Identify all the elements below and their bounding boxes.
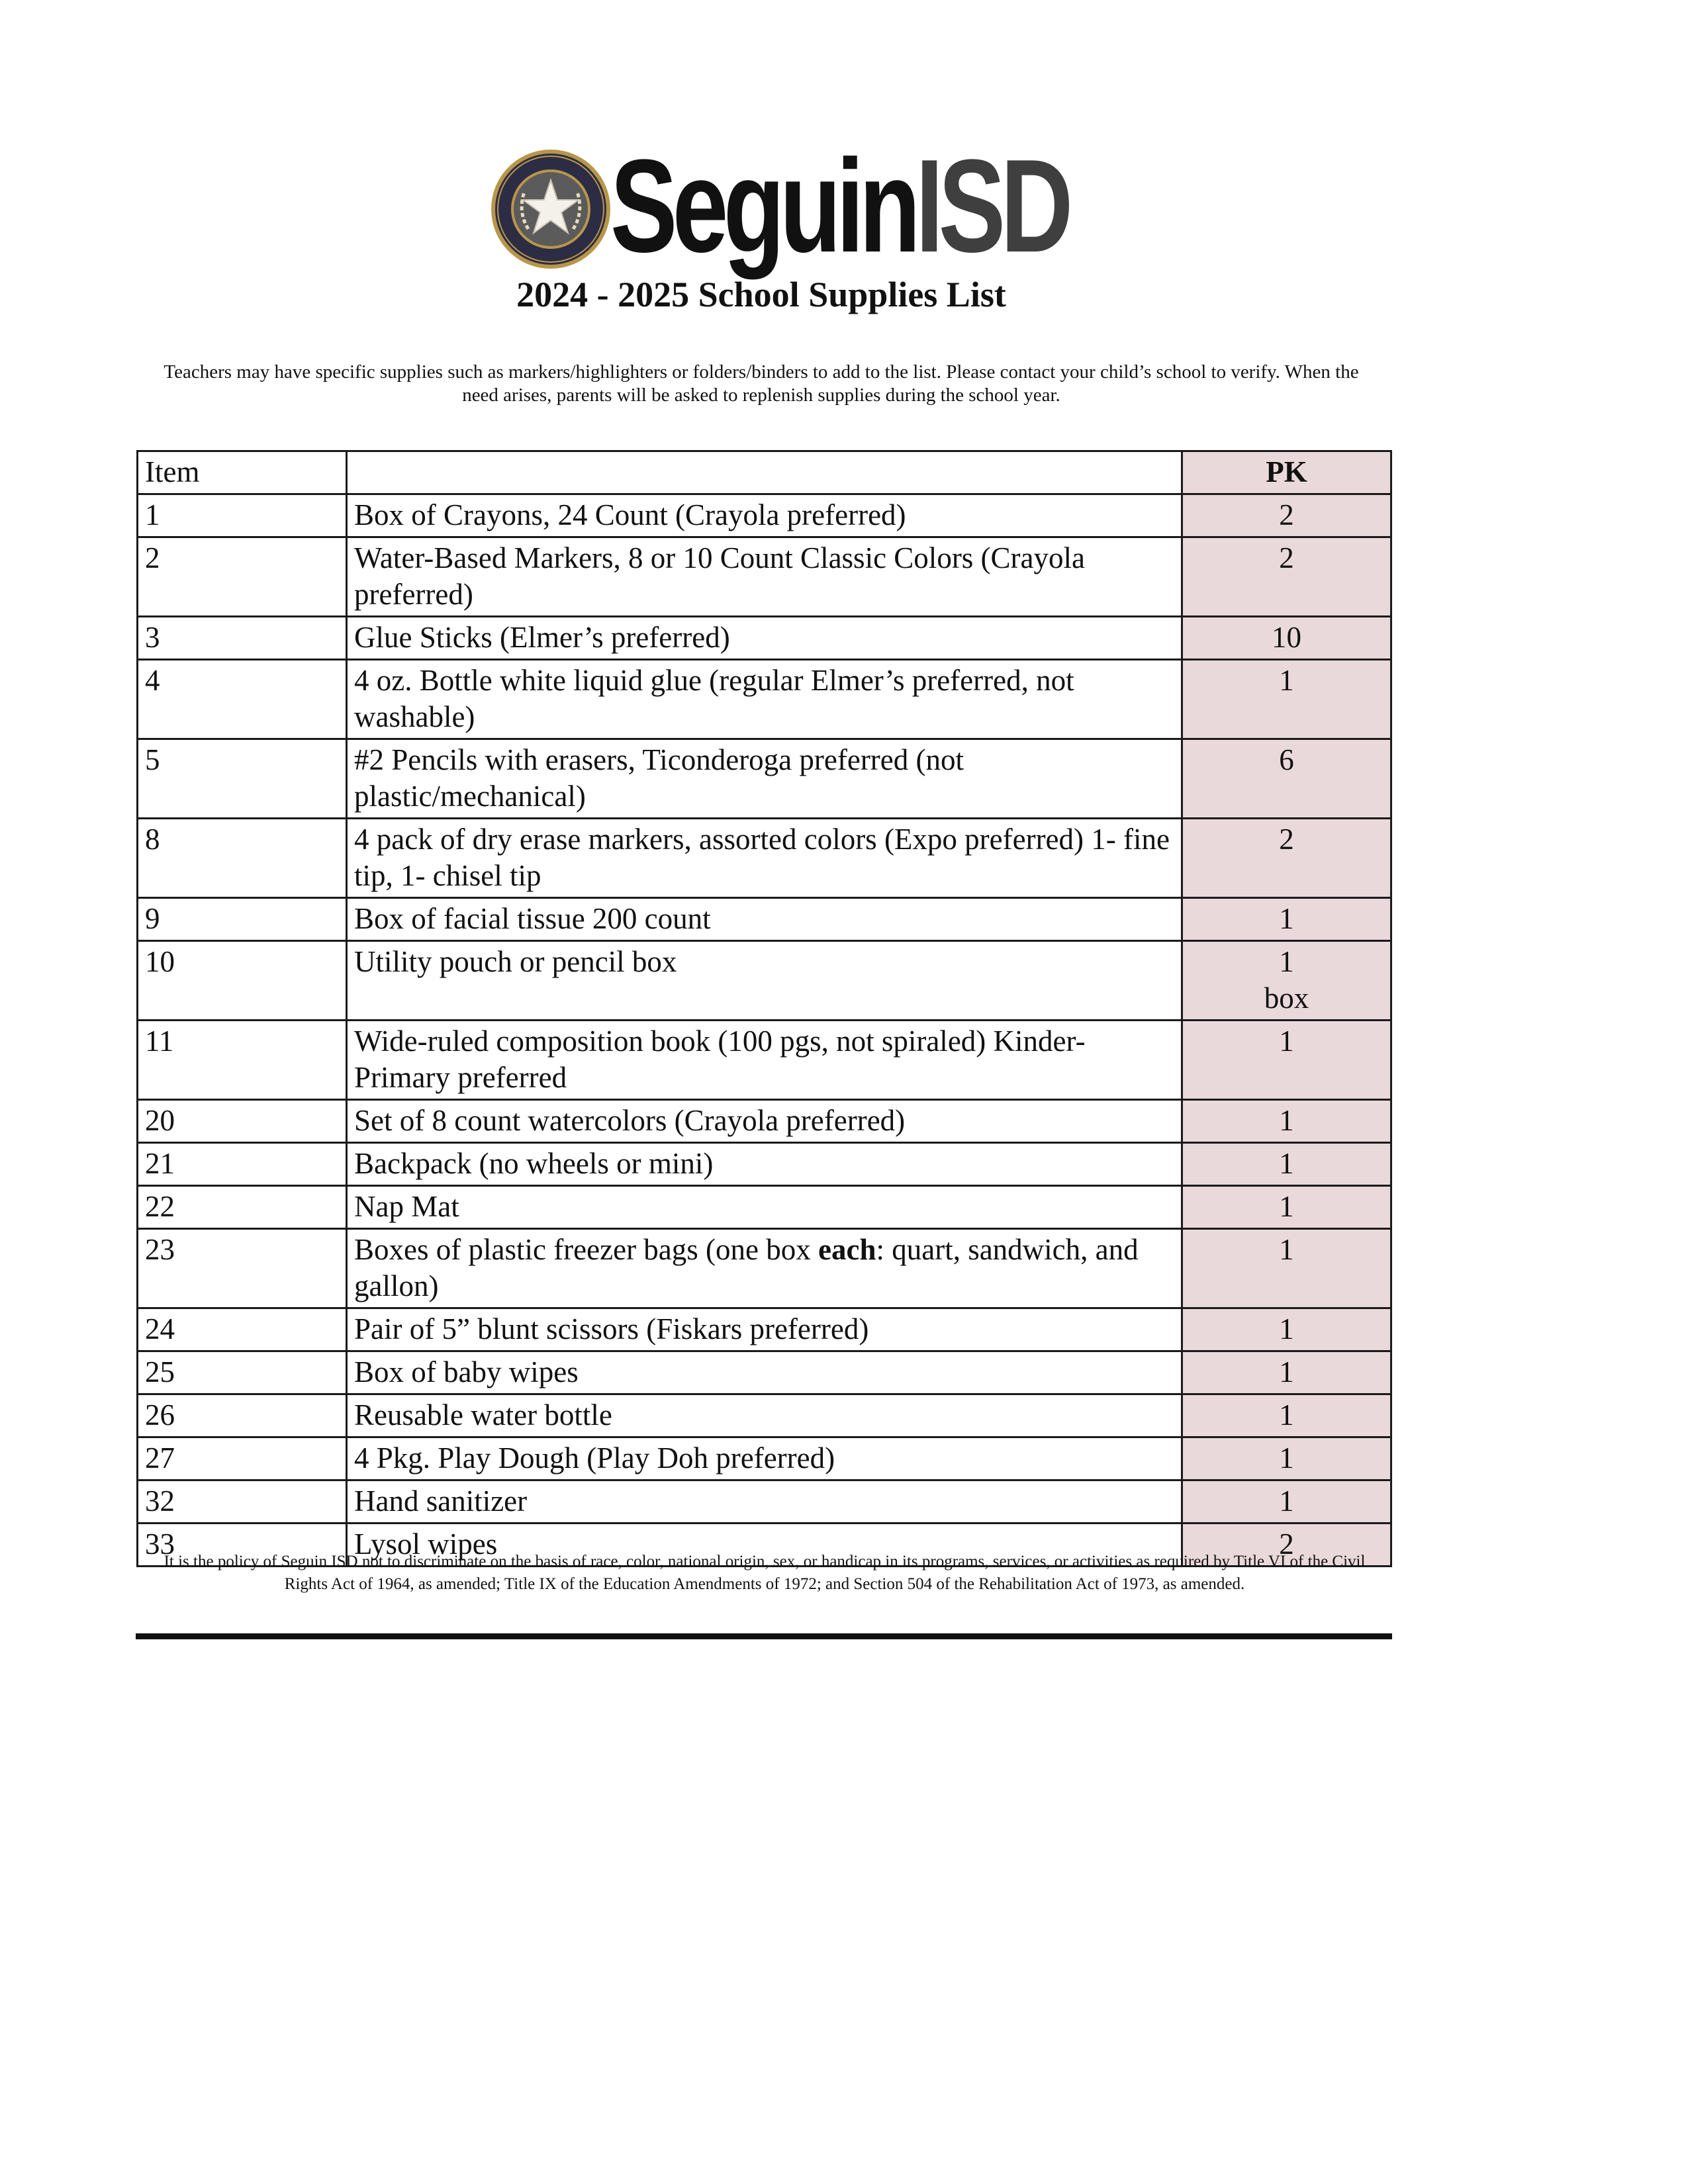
pk-quantity: 1 box xyxy=(1182,941,1391,1021)
table-row xyxy=(138,1308,1391,1351)
item-description: Backpack (no wheels or mini) xyxy=(347,1143,1182,1186)
table-row xyxy=(138,941,1391,1021)
item-description: Utility pouch or pencil box xyxy=(347,941,1182,1021)
table-row xyxy=(138,1394,1391,1437)
description-emphasis: each xyxy=(818,1233,876,1266)
item-number: 22 xyxy=(138,1186,347,1229)
pk-quantity: 6 xyxy=(1182,739,1391,819)
intro-note: Teachers may have specific supplies such as markers/highlighters or folders/binders to add to the list. Please contact your child’s school to verify. When the need arises, parents will be asked to replenish supplies during the school year. xyxy=(164,361,1359,406)
item-description: Box of Crayons, 24 Count (Crayola preferred) xyxy=(347,494,1182,537)
item-description: Glue Sticks (Elmer’s preferred) xyxy=(347,617,1182,660)
table-row xyxy=(138,660,1391,739)
item-description: Water-Based Markers, 8 or 10 Count Classic Colors (Crayola preferred) xyxy=(347,537,1182,617)
item-number: 9 xyxy=(138,898,347,941)
nondiscrimination-notice: It is the policy of Seguin ISD not to discriminate on the basis of race, color, national origin, sex, or handicap in its programs, services, or activities as required by Title VI of the Civil Rights Act of 1964, as amended; Title IX of the Education Amendments of 1972; and Section 504 of the Rehabilitation Act of 1973, as amended. xyxy=(164,1553,1366,1593)
page-title: 2024 - 2025 School Supplies List xyxy=(516,275,1006,314)
pk-quantity: 2 xyxy=(1182,1524,1391,1567)
item-description: Set of 8 count watercolors (Crayola preferred) xyxy=(347,1100,1182,1143)
pk-quantity: 1 xyxy=(1182,898,1391,941)
table-row xyxy=(138,1186,1391,1229)
item-number: 10 xyxy=(138,941,347,1021)
item-description: Lysol wipes xyxy=(347,1524,1182,1567)
item-number: 11 xyxy=(138,1021,347,1100)
item-number: 25 xyxy=(138,1351,347,1394)
item-number: 23 xyxy=(138,1229,347,1308)
district-logo xyxy=(490,132,1068,280)
column-header-item: Item xyxy=(138,451,347,494)
star-seal-icon xyxy=(490,148,612,270)
description-text: : quart, sandwich, and gallon) xyxy=(354,1233,1139,1302)
item-number: 3 xyxy=(138,617,347,660)
item-number: 21 xyxy=(138,1143,347,1186)
item-number: 26 xyxy=(138,1394,347,1437)
item-number: 20 xyxy=(138,1100,347,1143)
pk-quantity: 1 xyxy=(1182,1229,1391,1308)
table-row xyxy=(138,1480,1391,1524)
item-description: 4 Pkg. Play Dough (Play Doh preferred) xyxy=(347,1437,1182,1480)
item-description: Box of facial tissue 200 count xyxy=(347,898,1182,941)
pk-quantity: 1 xyxy=(1182,1100,1391,1143)
supplies-table xyxy=(136,450,1392,1567)
column-header-pk: PK xyxy=(1182,451,1391,494)
table-row xyxy=(138,1100,1391,1143)
item-description xyxy=(347,1229,1182,1308)
table-row xyxy=(138,1437,1391,1480)
description-text: Boxes of plastic freezer bags (one box xyxy=(354,1233,818,1266)
item-description: 4 pack of dry erase markers, assorted colors (Expo preferred) 1- fine tip, 1- chisel tip xyxy=(347,819,1182,898)
item-number: 8 xyxy=(138,819,347,898)
wordmark-accent: ISD xyxy=(915,132,1068,280)
table-header-row xyxy=(138,451,1391,494)
pk-quantity: 1 xyxy=(1182,1480,1391,1524)
table-row xyxy=(138,494,1391,537)
item-description: Pair of 5” blunt scissors (Fiskars preferred) xyxy=(347,1308,1182,1351)
item-number: 32 xyxy=(138,1480,347,1524)
pk-quantity: 1 xyxy=(1182,1351,1391,1394)
bottom-rule xyxy=(136,1633,1392,1639)
table-row xyxy=(138,617,1391,660)
table-row xyxy=(138,898,1391,941)
pk-quantity: 1 xyxy=(1182,660,1391,739)
table-row xyxy=(138,1143,1391,1186)
item-number: 5 xyxy=(138,739,347,819)
pk-quantity: 1 xyxy=(1182,1394,1391,1437)
item-description: Reusable water bottle xyxy=(347,1394,1182,1437)
item-number: 24 xyxy=(138,1308,347,1351)
pk-quantity: 10 xyxy=(1182,617,1391,660)
pk-quantity: 2 xyxy=(1182,819,1391,898)
item-description: Hand sanitizer xyxy=(347,1480,1182,1524)
table-row xyxy=(138,1351,1391,1394)
item-description: Nap Mat xyxy=(347,1186,1182,1229)
item-description: 4 oz. Bottle white liquid glue (regular Elmer’s preferred, not washable) xyxy=(347,660,1182,739)
item-description: Box of baby wipes xyxy=(347,1351,1182,1394)
pk-quantity: 2 xyxy=(1182,494,1391,537)
table-row xyxy=(138,739,1391,819)
table-row xyxy=(138,537,1391,617)
pk-quantity: 1 xyxy=(1182,1437,1391,1480)
wordmark-main: Seguin xyxy=(610,132,916,280)
item-description: Wide-ruled composition book (100 pgs, not spiraled) Kinder-Primary preferred xyxy=(347,1021,1182,1100)
item-description: #2 Pencils with erasers, Ticonderoga preferred (not plastic/mechanical) xyxy=(347,739,1182,819)
district-wordmark xyxy=(610,127,1068,286)
pk-quantity: 1 xyxy=(1182,1308,1391,1351)
item-number: 33 xyxy=(138,1524,347,1567)
table-row xyxy=(138,1229,1391,1308)
pk-quantity: 1 xyxy=(1182,1021,1391,1100)
table-row xyxy=(138,1021,1391,1100)
item-number: 2 xyxy=(138,537,347,617)
item-number: 1 xyxy=(138,494,347,537)
table-row xyxy=(138,819,1391,898)
pk-quantity: 1 xyxy=(1182,1143,1391,1186)
item-number: 27 xyxy=(138,1437,347,1480)
column-header-description xyxy=(347,451,1182,494)
item-number: 4 xyxy=(138,660,347,739)
pk-quantity: 1 xyxy=(1182,1186,1391,1229)
pk-quantity: 2 xyxy=(1182,537,1391,617)
